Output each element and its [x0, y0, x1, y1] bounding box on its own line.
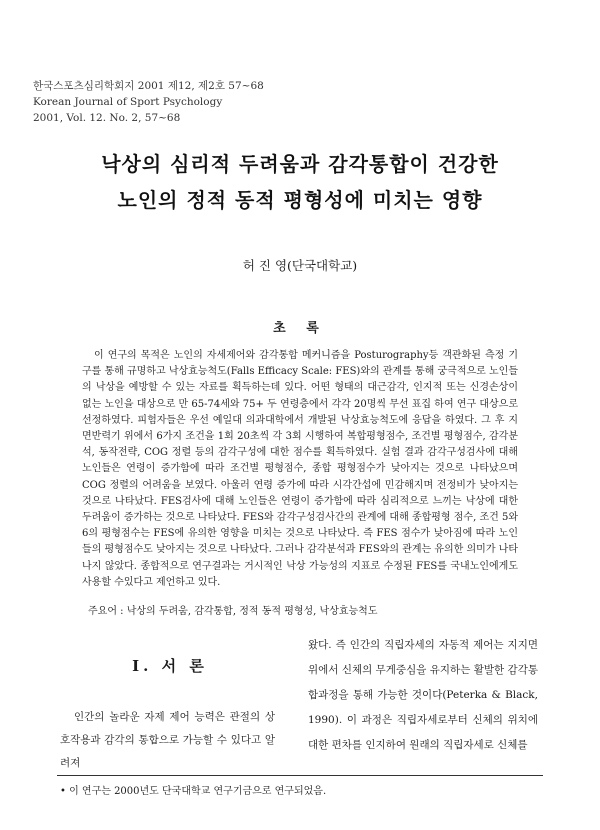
paper-title-line-1: 낙상의 심리적 두려움과 감각통합이 건강한 — [101, 152, 499, 176]
intro-paragraph-left: 인간의 놀라운 자제 제어 능력은 관절의 상호작용과 감각의 통합으로 가능할 수 있다고 알려져 — [60, 711, 275, 769]
paper-title-line-2: 노인의 정적 동적 평형성에 미치는 영향 — [117, 188, 483, 212]
footnote: • 이 연구는 2000년도 단국대학교 연구기금으로 연구되었음. — [60, 786, 327, 797]
journal-citation — [33, 78, 264, 126]
footnote-divider — [57, 775, 543, 776]
section-heading-introduction: Ⅰ. 서 론 — [132, 657, 208, 675]
journal-volume-info: 2001, Vol. 12. No. 2, 57~68 — [33, 112, 181, 124]
journal-korean-title: 한국스포츠심리학회지 2001 제12, 제2호 57~68 — [33, 80, 264, 92]
author-affiliation: 허 진 영(단국대학교) — [242, 258, 358, 273]
intro-paragraph-right: 왔다. 즉 인간의 직립자세의 자동적 제어는 지지면 위에서 신체의 무게중심을 유지하는 활발한 감각통합과정을 통해 가능한 것이다(Peterka & Black, 1990). 이 과정은 직립자세로부터 신체의 위치에 대한 편차를 인지하여 원래의 직립자세로 신체를 — [308, 639, 538, 751]
keywords: 주요어 : 낙상의 두려움, 감각통합, 정적 동적 평형성, 낙상효능척도 — [88, 606, 378, 617]
abstract-heading: 초 록 — [273, 321, 327, 336]
abstract-body: 이 연구의 목적은 노인의 자세제어와 감각통합 메커니즘을 Posturography등 객관화된 측정 기구를 통해 규명하고 낙상효능척도(Falls Efficacy Scale: FES)와의 관계를 통해 궁극적으로 노인들의 낙상을 예방할 수 있는 자료를 획득하는데 있다. 어떤 형태의 대근감각, 인지적 또는 신경손상이 없는 노인을 대상으로 만 65-74세와 75+ 두 연령층에서 각각 20명씩 무선 표집 하여 연구 대상으로 선정하였다. 피험자들은 우선 예일대 의과대학에서 개발된 낙상효능척도에 응답을 하였다. 그 후 지면반력기 위에서 6가지 조건을 1회 20초씩 각 3회 시행하여 복합평형점수, 조건별 평형점수, 감각분석, 동작전략, COG 정렬 등의 감각구성에 대한 점수를 획득하였다. 실험 결과 감각구성검사에 대해 노인들은 연령이 증가함에 따라 조건별 평형점수, 종합 평형점수가 낮아지는 것으로 나타났으며 COG 정렬의 어려움을 보였다. 아울러 연령 증가에 따라 시각간섭에 민감해지며 전정비가 낮아지는 것으로 나타났다. FES검사에 대해 노인들은 연령이 증가함에 따라 심리적으로 느끼는 낙상에 대한 두려움이 증가하는 것으로 나타났다. FES와 감각구성검사간의 관계에 대해 종합평형 점수, 조건 5와 6의 평형점수는 FES에 유의한 영향을 미치는 것으로 나타났다. 즉 FES 점수가 낮아짐에 따라 노인들의 평형점수도 낮아지는 것으로 나타났다. 그러나 감각분석과 FES와의 관계는 유의한 의미가 나타나지 않았다. 종합적으로 연구결과는 거시적인 낙상 가능성의 지표로 수정된 FES를 국내노인에게도 사용할 수있다고 제언하고 있다. — [82, 350, 518, 588]
journal-english-title: Korean Journal of Sport Psychology — [33, 96, 223, 108]
